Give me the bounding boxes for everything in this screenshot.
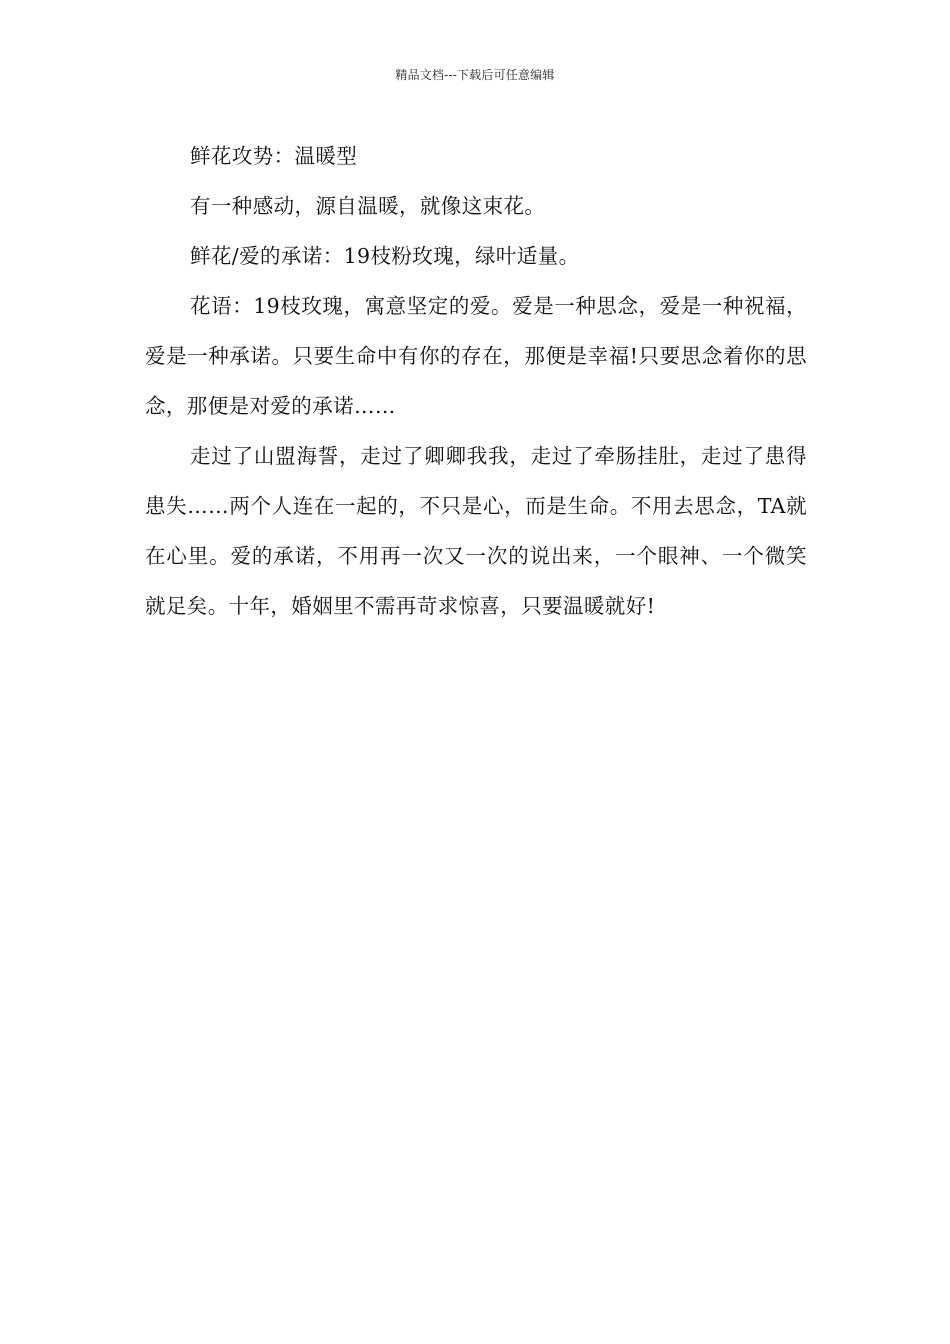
paragraph-title: 鲜花攻势：温暖型: [190, 144, 358, 168]
paragraph-flowers: 鲜花/爱的承诺：19枝粉玫瑰，绿叶适量。: [190, 244, 580, 268]
page-header: 精品文档---下载后可任意编辑: [395, 68, 555, 82]
paragraph-flower-language: 花语：19枝玫瑰，寓意坚定的爱。爱是一种思念，爱是一种祝福，爱是一种承诺。只要生命中有你的存在，那便是幸福!只要思念着你的思念，那便是对爱的承诺……: [145, 294, 807, 418]
paragraph-story: 走过了山盟海誓，走过了卿卿我我，走过了牵肠挂肚，走过了患得患失……两个人连在一起的，不只是心，而是生命。不用去思念，TA就在心里。爱的承诺，不用再一次又一次的说出来，一个眼神、一个微笑就足矣。十年，婚姻里不需再苛求惊喜，只要温暖就好!: [145, 444, 807, 618]
paragraph-intro: 有一种感动，源自温暖，就像这束花。: [190, 194, 546, 218]
document-body: [145, 131, 807, 631]
